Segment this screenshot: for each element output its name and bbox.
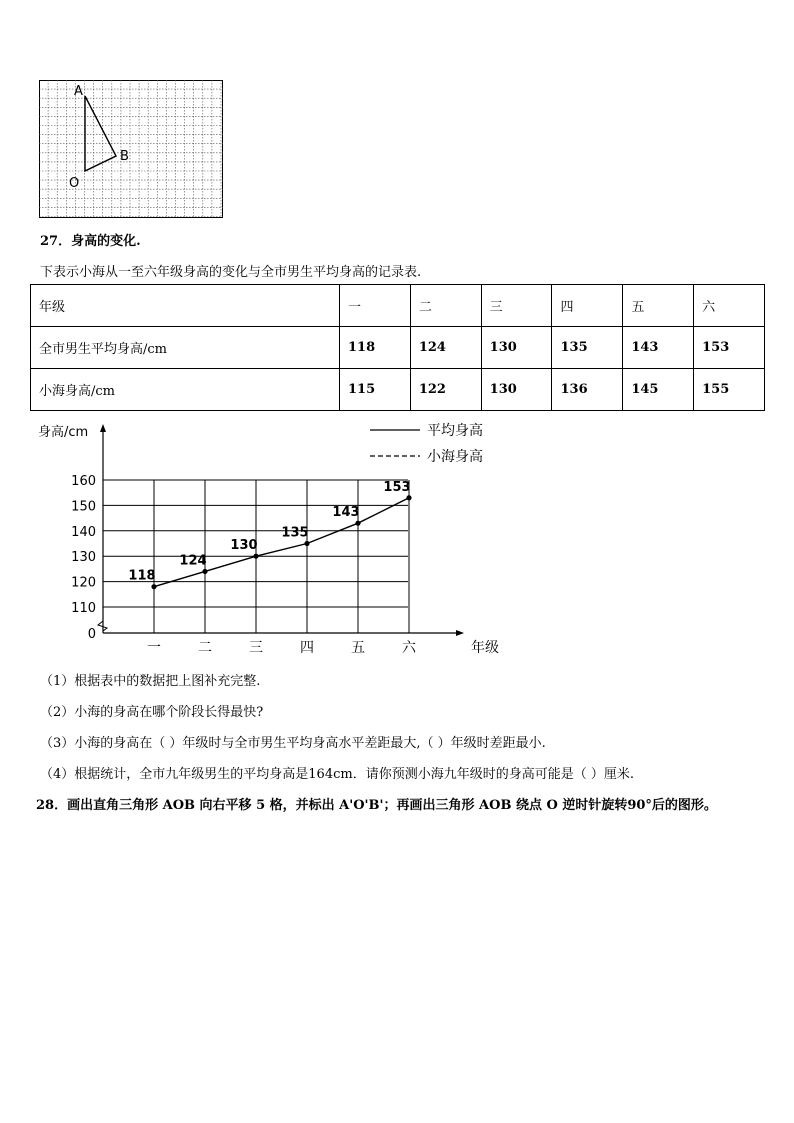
q27-title: 27．身高的变化. — [40, 234, 141, 249]
data-point — [355, 521, 360, 526]
table-cell: 五 — [623, 285, 694, 327]
data-label: 135 — [281, 525, 309, 541]
q27-question-3: （3）小海的身高在（ ）年级时与全市男生平均身高水平差距最大,（ ）年级时差距最小. — [40, 736, 546, 751]
x-tick-label: 四 — [300, 640, 314, 656]
table-cell: 122 — [410, 369, 481, 411]
table-cell: 130 — [481, 327, 552, 369]
table-cell: 二 — [410, 285, 481, 327]
chart-legend — [370, 422, 483, 465]
grid-figure — [39, 80, 223, 218]
y-tick-label: 110 — [71, 601, 96, 616]
table-cell: 六 — [694, 285, 765, 327]
chart-ticks — [71, 474, 417, 656]
x-tick-label: 一 — [147, 640, 161, 656]
q27-question-4: （4）根据统计，全市九年级男生的平均身高是164cm．请你预测小海九年级时的身高可能是（ ）厘米. — [40, 767, 634, 782]
legend-label: 平均身高 — [427, 423, 483, 439]
data-point — [151, 584, 156, 589]
table-cell: 四 — [552, 285, 623, 327]
y-axis-arrow — [100, 424, 106, 432]
q27-question-2: （2）小海的身高在哪个阶段长得最快? — [40, 705, 264, 720]
table-cell: 145 — [623, 369, 694, 411]
x-axis-label: 年级 — [471, 640, 499, 656]
x-tick-label: 二 — [198, 640, 212, 656]
label-a: A — [74, 84, 83, 99]
table-cell: 115 — [340, 369, 411, 411]
data-label: 153 — [383, 479, 411, 495]
y-tick-label: 160 — [71, 474, 96, 489]
y-tick-label: 140 — [71, 524, 96, 540]
table-cell: 年级 — [31, 285, 340, 327]
table-cell: 155 — [694, 369, 765, 411]
table-row — [31, 327, 765, 369]
data-point — [202, 569, 207, 574]
table-header-row — [31, 285, 765, 327]
grid-lines — [39, 80, 223, 218]
height-line-chart — [30, 418, 500, 662]
table-cell: 153 — [694, 327, 765, 369]
table-cell: 136 — [552, 369, 623, 411]
label-b: B — [120, 149, 129, 164]
table-cell: 143 — [623, 327, 694, 369]
grid-border — [40, 81, 223, 218]
label-o: O — [69, 176, 80, 191]
y-tick-label: 120 — [71, 575, 96, 591]
q28-text: 28．画出直角三角形 AOB 向右平移 5 格，并标出 A'O'B'；再画出三角形 AOB 绕点 O 逆时针旋转90°后的图形。 — [36, 798, 717, 813]
q27-question-1: （1）根据表中的数据把上图补充完整. — [40, 674, 261, 689]
table-row — [31, 369, 765, 411]
data-point — [253, 554, 258, 559]
series-line — [154, 498, 409, 587]
legend-label: 小海身高 — [427, 449, 483, 465]
data-label: 124 — [179, 553, 207, 569]
x-tick-label: 五 — [351, 640, 365, 656]
height-record-table — [30, 284, 765, 411]
chart-series — [128, 480, 411, 589]
data-point — [304, 541, 309, 546]
table-cell: 小海身高/cm — [31, 369, 340, 411]
table-cell: 118 — [340, 327, 411, 369]
x-tick-label: 三 — [249, 640, 263, 656]
data-label: 143 — [332, 505, 360, 521]
table-cell: 124 — [410, 327, 481, 369]
x-tick-label: 六 — [402, 640, 416, 656]
data-label: 130 — [230, 538, 258, 554]
y-tick-label: 0 — [87, 627, 96, 642]
data-point — [406, 495, 411, 500]
table-cell: 三 — [481, 285, 552, 327]
table-cell: 130 — [481, 369, 552, 411]
x-axis-arrow — [456, 630, 464, 636]
table-cell: 一 — [340, 285, 411, 327]
q27-intro: 下表示小海从一至六年级身高的变化与全市男生平均身高的记录表. — [40, 265, 422, 280]
table-cell: 135 — [552, 327, 623, 369]
y-tick-label: 150 — [71, 499, 96, 515]
y-tick-label: 130 — [71, 550, 96, 566]
data-label: 118 — [128, 568, 156, 584]
y-axis-label: 身高/cm — [38, 425, 89, 440]
table-cell: 全市男生平均身高/cm — [31, 327, 340, 369]
